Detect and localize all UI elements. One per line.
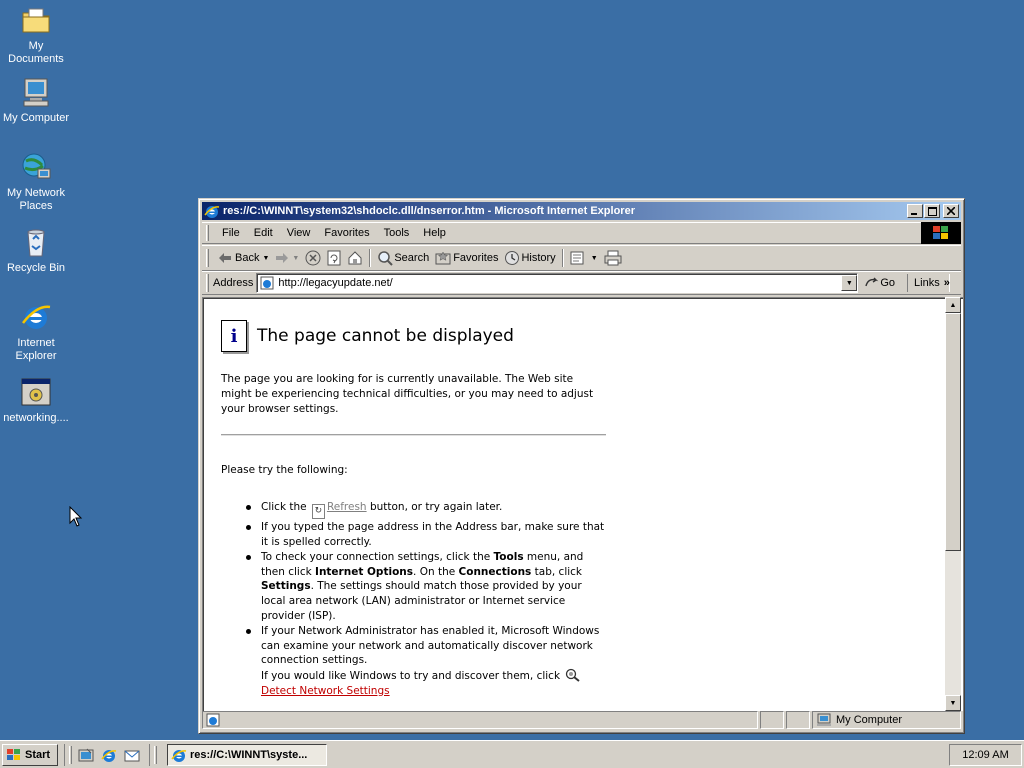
address-label: Address (213, 277, 254, 289)
mail-button[interactable] (567, 247, 601, 269)
toolbar-grip[interactable] (206, 274, 209, 292)
desktop-icon-label: My Computer (2, 112, 70, 124)
page-icon (260, 276, 274, 290)
go-arrow-icon (864, 276, 880, 290)
toolbar-grip[interactable] (206, 225, 209, 241)
go-label: Go (880, 277, 896, 289)
start-button[interactable] (2, 744, 58, 766)
folder-icon (20, 4, 52, 36)
item-text: If you would like Windows to try and discover them, click (261, 669, 561, 682)
item-text: . The settings should match those provided by your local area network (LAN) administrator or Internet service provider (ISP). (261, 580, 582, 622)
info-icon: i (221, 320, 247, 352)
setup-icon (20, 376, 52, 408)
chevron-down-icon[interactable]: ▼ (262, 254, 270, 262)
desktop-icon-internet-explorer[interactable] (0, 301, 72, 363)
address-bar (202, 271, 961, 295)
refresh-button[interactable] (324, 247, 344, 269)
status-pane (786, 711, 810, 729)
search-button[interactable] (374, 247, 432, 269)
history-button[interactable] (501, 247, 558, 269)
item-text: To check your connection settings, click the (261, 551, 491, 564)
chevron-down-icon[interactable]: ▼ (590, 254, 598, 262)
desktop-icon-label: Internet Explorer (15, 337, 57, 362)
address-dropdown-button[interactable]: ▼ (841, 275, 857, 291)
item-bold: Connections (458, 565, 532, 578)
close-button[interactable] (943, 204, 959, 218)
list-item (243, 624, 605, 698)
scroll-thumb[interactable] (945, 313, 961, 551)
standard-toolbar (202, 245, 961, 271)
menu-tools[interactable]: Tools (383, 227, 410, 239)
item-bold: Settings (261, 580, 311, 593)
item-bold: Tools (493, 551, 524, 564)
detect-network-settings-link[interactable]: Detect Network Settings (261, 684, 390, 697)
history-label: History (521, 252, 556, 264)
divider (221, 434, 606, 436)
desktop-icon-label: Recycle Bin (6, 262, 66, 274)
zone-label: My Computer (836, 714, 903, 726)
windows-logo-icon (921, 222, 961, 244)
menu-bar (202, 222, 921, 244)
item-text: If you typed the page address in the Address bar, make sure that it is spelled correctly. (261, 521, 605, 548)
detect-network-icon (565, 668, 581, 682)
desktop-icon-my-network-places[interactable] (0, 151, 72, 213)
security-zone-pane (812, 711, 961, 729)
ie-icon (20, 301, 52, 333)
favorites-icon (435, 250, 451, 266)
desktop-icon-recycle-bin[interactable] (0, 226, 72, 275)
maximize-button[interactable] (924, 204, 940, 218)
refresh-icon (327, 250, 341, 266)
clock[interactable]: 12:09 AM (962, 749, 1009, 761)
scroll-up-button[interactable]: ▲ (945, 297, 961, 313)
item-text: menu, and then click (261, 551, 584, 578)
quick-launch (64, 744, 145, 766)
title-bar[interactable] (202, 202, 961, 220)
task-label: res://C:\WINNT\syste... (190, 748, 308, 761)
favorites-button[interactable] (432, 247, 501, 269)
desktop-icon-label: My Documents (8, 40, 64, 65)
taskbar-button-ie[interactable] (167, 744, 327, 766)
desktop-icon-label: My Network Places (6, 187, 66, 212)
back-button[interactable] (215, 247, 272, 269)
favorites-label: Favorites (453, 252, 499, 264)
status-text-pane (202, 711, 758, 729)
suggestion-list (243, 500, 605, 699)
outlook-express-icon[interactable] (122, 745, 142, 765)
taskbar (0, 740, 1024, 768)
page-heading: The page cannot be displayed (257, 325, 514, 346)
ie-window (198, 198, 965, 734)
print-button[interactable] (601, 247, 625, 269)
recycle-bin-icon (20, 226, 52, 258)
ie-icon[interactable] (99, 745, 119, 765)
chevron-right-icon: » (943, 277, 950, 289)
links-label: Links (914, 277, 940, 289)
chevron-down-icon[interactable]: ▼ (292, 254, 300, 262)
page-content[interactable] (202, 297, 963, 711)
ie-icon (171, 747, 187, 763)
toolbar-grip[interactable] (154, 746, 157, 764)
toolbar-grip[interactable] (69, 746, 72, 764)
intro-text: The page you are looking for is currently unavailable. The Web site might be experiencing technical difficulties, or you may need to adjust your browser settings. (221, 373, 594, 415)
system-tray (949, 744, 1022, 766)
minimize-button[interactable] (907, 204, 923, 218)
vertical-scrollbar[interactable] (945, 297, 961, 711)
item-text: Click the (261, 501, 307, 513)
menu-view[interactable]: View (286, 227, 311, 239)
desktop-icon-my-documents[interactable] (0, 4, 72, 66)
window-title: res://C:\WINNT\system32\shdoclc.dll/dnserror.htm - Microsoft Internet Explorer (223, 205, 635, 217)
home-icon (347, 250, 363, 266)
stop-icon (305, 250, 321, 266)
history-icon (504, 250, 520, 266)
menu-file[interactable]: File (222, 227, 240, 239)
toolbar-separator (562, 249, 564, 267)
computer-icon (20, 76, 52, 108)
item-text: button, or try again later. (369, 501, 503, 513)
go-button[interactable] (864, 276, 895, 290)
task-area (149, 744, 161, 766)
list-item (243, 520, 605, 549)
address-url: http://legacyupdate.net/ (278, 277, 393, 289)
home-button[interactable] (344, 247, 366, 269)
toolbar-separator (369, 249, 371, 267)
refresh-link[interactable]: Refresh (326, 501, 367, 513)
item-text: . On the (413, 565, 456, 578)
stop-button[interactable] (302, 247, 324, 269)
back-arrow-icon (218, 252, 232, 264)
refresh-icon: ↻ (312, 504, 325, 519)
page-icon (206, 713, 220, 727)
search-icon (377, 250, 393, 266)
forward-button[interactable] (272, 247, 302, 269)
print-icon (604, 250, 622, 266)
links-button[interactable] (907, 274, 950, 292)
menu-edit[interactable]: Edit (253, 227, 273, 239)
desktop-icon-my-computer[interactable] (0, 76, 72, 125)
status-pane (760, 711, 784, 729)
desktop-icon-label: networking.... (3, 412, 69, 424)
forward-arrow-icon (275, 252, 289, 264)
page-header (221, 320, 514, 352)
try-text: Please try the following: (221, 464, 348, 476)
windows-logo-icon (6, 748, 22, 762)
item-text: tab, click (534, 565, 583, 578)
start-label: Start (25, 748, 51, 761)
list-item (243, 550, 605, 623)
status-bar (202, 710, 961, 730)
back-label: Back (235, 252, 260, 264)
show-desktop-icon[interactable] (76, 745, 96, 765)
computer-icon (816, 713, 832, 727)
scroll-down-button[interactable]: ▼ (945, 695, 961, 711)
desktop-icon-networking[interactable] (0, 376, 72, 425)
menu-help[interactable]: Help (423, 227, 446, 239)
mail-icon (570, 250, 588, 266)
address-input[interactable] (256, 273, 858, 293)
ie-icon (204, 203, 220, 219)
search-label: Search (394, 252, 430, 264)
network-icon (20, 151, 52, 183)
menu-favorites[interactable]: Favorites (324, 227, 370, 239)
toolbar-grip[interactable] (206, 249, 209, 267)
item-text: If your Network Administrator has enabled it, Microsoft Windows can examine your network and automatically discover network connection settings. (261, 625, 600, 667)
mouse-cursor-icon (69, 506, 83, 528)
list-item (243, 500, 605, 519)
item-bold: Internet Options (315, 565, 414, 578)
